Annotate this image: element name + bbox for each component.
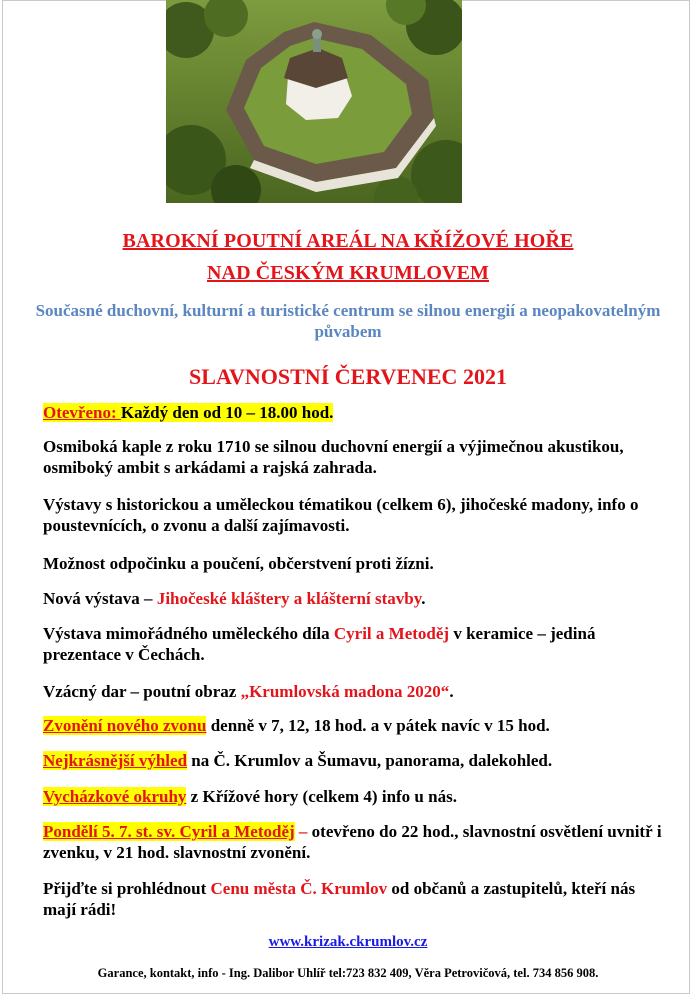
- open-label: Otevřeno:: [43, 403, 121, 422]
- title-line-2: NAD ČESKÝM KRUMLOVEM: [207, 262, 489, 284]
- paragraph-view: [43, 750, 663, 771]
- paragraph-trails: [43, 786, 663, 807]
- p7-post: denně v 7, 12, 18 hod. a v pátek navíc v 15 hod.: [206, 716, 550, 735]
- p11-pre: Přijďte si prohlédnout: [43, 879, 211, 898]
- p6-red: „Krumlovská madona 2020“: [240, 682, 450, 701]
- p4-red: Jihočeské kláštery a klášterní stavby: [156, 589, 422, 608]
- p7-highlight: Zvonění nového zvonu: [43, 716, 207, 735]
- opening-hours: [43, 402, 663, 423]
- paragraph-cyril-methodius: [43, 623, 663, 665]
- paragraph-monday-event: [43, 821, 663, 863]
- website-link[interactable]: www.krizak.ckrumlov.cz: [268, 934, 428, 950]
- p5-pre: Výstava mimořádného uměleckého díla: [43, 624, 334, 643]
- paragraph-exhibitions: Výstavy s historickou a uměleckou tématikou (celkem 6), jihočeské madony, info o poustevnících, o zvonu a další zajímavosti.: [43, 495, 639, 535]
- open-text: Každý den od 10 – 18.00 hod.: [120, 403, 334, 422]
- paragraph-rest: Možnost odpočinku a poučení, občerstvení proti žízni.: [43, 554, 434, 573]
- p8-post: na Č. Krumlov a Šumavu, panorama, dalekohled.: [187, 751, 553, 770]
- p9-post: z Křížové hory (celkem 4) info u nás.: [186, 787, 457, 806]
- paragraph-city-award: [43, 878, 663, 920]
- footer-contact: Garance, kontakt, info - Ing. Dalibor Uhlíř tel:723 832 409, Věra Petrovičová, tel. 734 856 908.: [97, 966, 599, 980]
- paragraph-chapel: Osmiboká kaple z roku 1710 se silnou duchovní energií a výjimečnou akustikou, osmiboký ambit s arkádami a rajská zahrada.: [43, 437, 624, 477]
- p5-post: v keramice – jediná prezentace v Čechách.: [43, 624, 596, 664]
- p4-post: .: [421, 589, 426, 608]
- p10-dash: –: [294, 822, 312, 841]
- paragraph-bell: [43, 715, 663, 736]
- month-heading: SLAVNOSTNÍ ČERVENEC 2021: [189, 364, 507, 389]
- p11-post: od občanů a zastupitelů, kteří nás mají rádi!: [43, 879, 636, 919]
- p10-highlight: Pondělí 5. 7. st. sv. Cyril a Metoděj: [43, 822, 295, 841]
- paragraph-madona: [43, 681, 663, 702]
- p5-red: Cyril a Metoděj: [333, 624, 450, 643]
- chapel-aerial-photo: [166, 0, 462, 203]
- p9-highlight: Vycházkové okruhy: [43, 787, 187, 806]
- p6-pre: Vzácný dar – poutní obraz: [43, 682, 241, 701]
- p4-pre: Nová výstava –: [43, 589, 157, 608]
- p11-red: Cenu města Č. Krumlov: [210, 879, 388, 898]
- p6-post: .: [449, 682, 454, 701]
- paragraph-new-exhibition: [43, 588, 663, 609]
- p10-post: otevřeno do 22 hod., slavnostní osvětlení uvnitř i zvenku, v 21 hod. slavnostní zvonění.: [43, 822, 662, 862]
- title-line-1: BAROKNÍ POUTNÍ AREÁL NA KŘÍŽOVÉ HOŘE: [122, 230, 574, 252]
- subtitle: Současné duchovní, kulturní a turistické centrum se silnou energií a neopakovatelným půvabem: [35, 301, 661, 341]
- p8-highlight: Nejkrásnější výhled: [43, 751, 188, 770]
